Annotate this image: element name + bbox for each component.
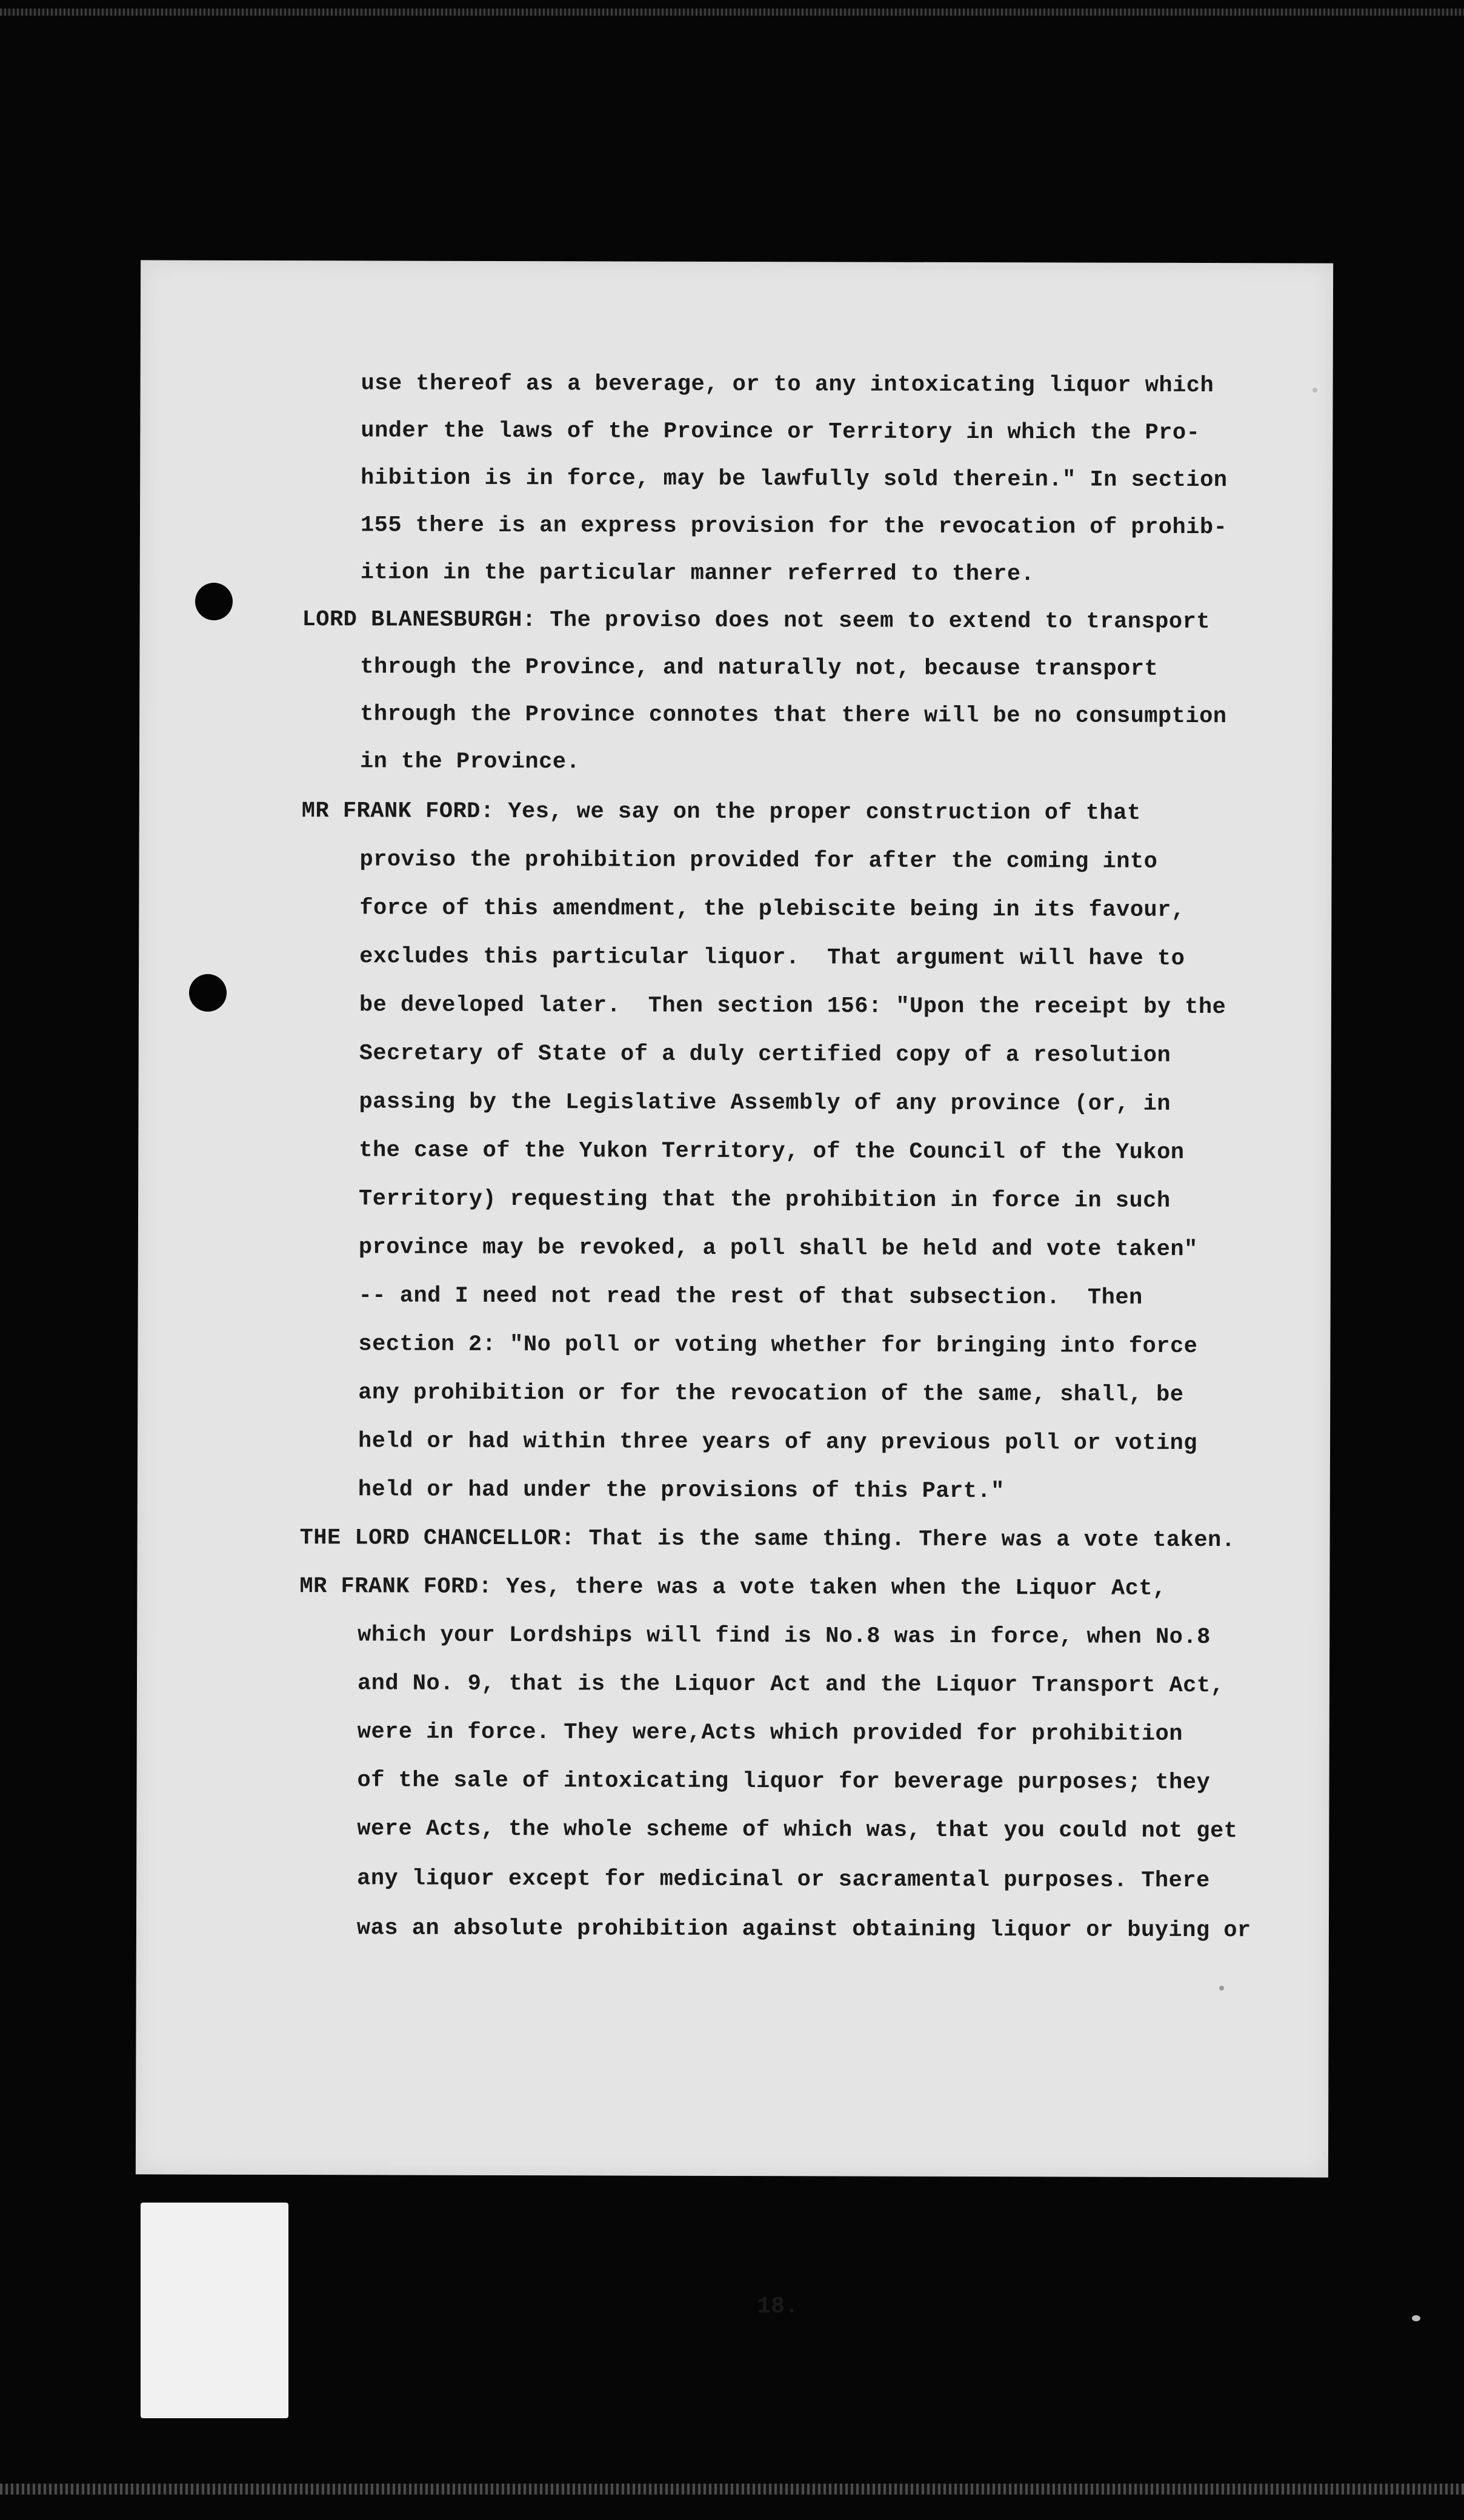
text-line: 155 there is an express provision for the revocation of prohib-: [360, 512, 1228, 541]
film-speck: [1412, 2315, 1420, 2321]
text-line: Secretary of State of a duly certified copy of a resolution: [359, 1041, 1171, 1069]
speaker-line: MR FRANK FORD: Yes, there was a vote taken when the Liquor Act,: [299, 1574, 1166, 1602]
film-edge-top: [0, 8, 1464, 16]
film-speck: [1313, 388, 1317, 393]
text-line: held or had under the provisions of this Part.": [358, 1477, 1005, 1505]
text-line: section 2: "No poll or voting whether for bringing into force: [358, 1331, 1198, 1360]
punch-hole: [189, 974, 227, 1012]
film-speck: [1219, 1986, 1224, 1991]
speaker-line: THE LORD CHANCELLOR: That is the same thing. There was a vote taken.: [299, 1525, 1236, 1554]
text-line: be developed later. Then section 156: "Upon the receipt by the: [359, 992, 1226, 1021]
speaker-line: MR FRANK FORD: Yes, we say on the proper construction of that: [301, 798, 1141, 826]
text-line: any prohibition or for the revocation of the same, shall, be: [358, 1380, 1184, 1408]
text-line: hibition is in force, may be lawfully sold therein." In section: [361, 465, 1228, 494]
text-line: use thereof as a beverage, or to any intoxicating liquor which: [361, 371, 1214, 399]
text-line: ition in the particular manner referred to there.: [360, 560, 1035, 588]
punch-hole: [195, 583, 233, 620]
film-edge-bottom: [0, 2484, 1464, 2495]
text-line: the case of the Yukon Territory, of the Council of the Yukon: [359, 1138, 1185, 1166]
text-line: excludes this particular liquor. That argument will have to: [359, 944, 1185, 972]
page-number: 18.: [757, 2293, 799, 2320]
text-line: were in force. They were,Acts which provided for prohibition: [357, 1719, 1183, 1747]
document-page: [136, 260, 1333, 2320]
speaker-line: LORD BLANESBURGH: The proviso does not seem to extend to transport: [302, 607, 1211, 635]
text-line: any liquor except for medicinal or sacramental purposes. There: [357, 1866, 1210, 1894]
text-line: held or had within three years of any previous poll or voting: [358, 1428, 1198, 1457]
text-line: under the laws of the Province or Territory in which the Pro-: [361, 418, 1200, 446]
text-line: which your Lordships will find is No.8 was in force, when No.8: [358, 1622, 1211, 1651]
text-line: through the Province connotes that there will be no consumption: [360, 701, 1227, 730]
text-line: through the Province, and naturally not, because transport: [360, 654, 1159, 682]
text-line: -- and I need not read the rest of that subsection. Then: [358, 1283, 1143, 1311]
text-line: and No. 9, that is the Liquor Act and the Liquor Transport Act,: [357, 1671, 1225, 1699]
text-line: province may be revoked, a poll shall be held and vote taken": [358, 1235, 1198, 1263]
text-line: proviso the prohibition provided for after the coming into: [359, 847, 1158, 875]
text-line: force of this amendment, the plebiscite being in its favour,: [359, 895, 1185, 923]
text-line: Territory) requesting that the prohibition in force in such: [359, 1186, 1171, 1214]
text-line: passing by the Legislative Assembly of any province (or, in: [359, 1089, 1171, 1117]
film-label-card: [141, 2203, 288, 2418]
text-line: was an absolute prohibition against obtaining liquor or buying or: [356, 1915, 1251, 1944]
text-line: of the sale of intoxicating liquor for beverage purposes; they: [357, 1768, 1211, 1796]
transcript-text: [136, 260, 1333, 2177]
text-line: were Acts, the whole scheme of which was, that you could not get: [357, 1816, 1238, 1845]
text-line: in the Province.: [359, 749, 581, 775]
